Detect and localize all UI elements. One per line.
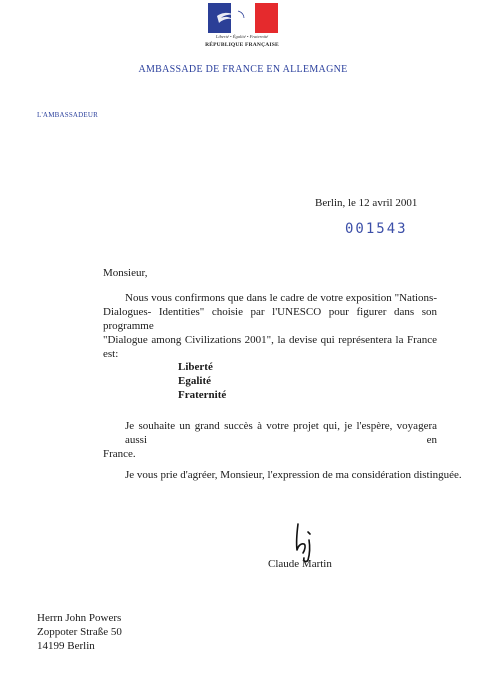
reference-stamp: 001543 (345, 221, 408, 237)
salutation: Monsieur, (103, 267, 148, 279)
closing-formula: Je vous prie d'agréer, Monsieur, l'expression de ma considération distinguée. (125, 469, 462, 481)
recipient-city: 14199 Berlin (37, 640, 95, 652)
logo-motto: Liberté • Égalité • Fraternité (215, 34, 269, 39)
signer-name: Claude Martin (268, 558, 332, 570)
marianne-flag-icon (208, 3, 278, 33)
paragraph-line: Dialogues- Identities" choisie par l'UNESCO pour figurer dans son programme (103, 306, 437, 332)
paragraph-line: "Dialogue among Civilizations 2001", la devise qui représentera la France est: (103, 334, 437, 360)
paragraph-wishes (103, 419, 437, 461)
department-label: L'AMBASSADEUR (37, 111, 99, 119)
paragraph-line: Je souhaite un grand succès à votre projet qui, je l'espère, voyagera aussi en (125, 420, 437, 446)
recipient-street: Zoppoter Straße 50 (37, 626, 122, 638)
paragraph-line: France. (103, 448, 136, 460)
embassy-title: AMBASSADE DE FRANCE EN ALLEMAGNE (138, 64, 348, 75)
paragraph-confirmation (103, 291, 437, 361)
recipient-address (37, 611, 122, 653)
motto-list (178, 360, 226, 402)
motto-fraternite: Fraternité (178, 389, 227, 401)
letter-date: Berlin, le 12 avril 2001 (315, 197, 418, 209)
logo-republic-text: RÉPUBLIQUE FRANÇAISE (205, 42, 279, 48)
motto-egalite: Egalité (178, 375, 211, 387)
paragraph-line: Nous vous confirmons que dans le cadre de votre exposition "Nations- (125, 292, 437, 304)
motto-liberte: Liberté (178, 361, 213, 373)
recipient-name: Herrn John Powers (37, 612, 122, 624)
